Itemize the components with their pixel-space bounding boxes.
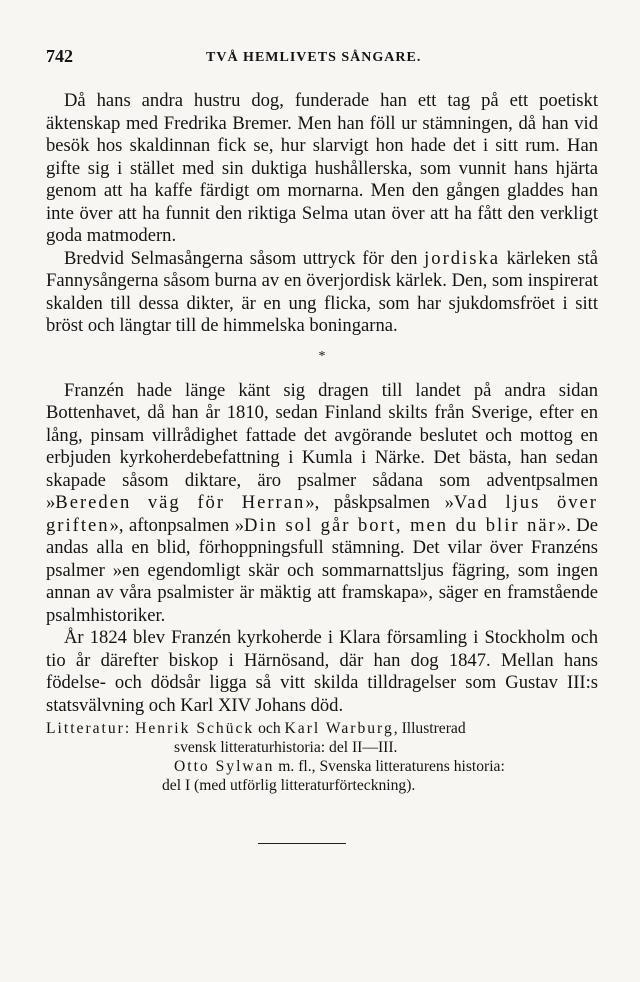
book-page bbox=[46, 46, 598, 844]
literature-label: Litteratur: bbox=[46, 720, 132, 737]
paragraph-4: År 1824 blev Franzén kyrkoherde i Klara församling i Stockholm och tio år därefter biskop i Härnösand, där han dog 1847. Mellan hans födelse- och dödsår ligga så vitt skilda tilldragelser som Gustav III:s statsvälvning och Karl XIV Johans död. bbox=[46, 627, 598, 716]
author-name: Henrik Schück bbox=[135, 720, 255, 737]
page-number: 742 bbox=[46, 46, 73, 66]
literature-references: Litteratur: Henrik Schück och Karl Warburg, Illustrerad svensk litteraturhistoria: del II—III. Otto Sylwan m. fl., Svenska litteraturens historia: del I (med utförlig litteraturförteckning). bbox=[46, 720, 505, 794]
body-text bbox=[46, 90, 598, 844]
hymn-title-1: Bereden väg för Herran bbox=[55, 492, 306, 513]
closing-rule bbox=[258, 843, 346, 844]
emphasized-word: jordiska bbox=[424, 247, 501, 269]
author-name: Otto Sylwan bbox=[174, 758, 275, 775]
paragraph-3: Franzén hade länge känt sig dragen till landet på andra sidan Bottenhavet, då han år 1810, sedan Finland skilts från Sverige, efter en lång, pinsam villrådighet fattade det avgörande beslutet och mottog en erbjuden kyrkoherdebefattning i Kumla i Närke. Det bästa, han sedan skapade såsom diktare, äro psalmer sådana som adventpsalmen »Bereden väg för Herran», påskpsalmen »Vad ljus över griften», aftonpsalmen »Din sol går bort, men du blir när». De andas alla en blid, förhoppningsfull stämning. Det vilar över Franzéns psalmer »en egendomligt skär och sommarnattsljus fägring, som ingen annan av våra psalmister är mäktig att framskapa», säger en framstående psalmhistoriker. bbox=[46, 379, 598, 626]
page-header bbox=[46, 46, 598, 74]
running-head: TVÅ HEMLIVETS SÅNGARE. bbox=[206, 50, 422, 65]
paragraph-1: Då hans andra hustru dog, funderade han ett tag på ett poetiskt äktenskap med Fredrika Bremer. Men han föll ur stämningen, då han vid besök hos skaldinnan fick se, hur slarvigt hon hade det i sitt rum. Han gifte sig i stället med sin duktiga hushållerska, som vunnit hans hjärta genom att ha kaffe färdigt om mornarna. Men den gången gladdes han inte över att ha funnit den riktiga Selma utan över att ha fått den verkligt goda matmodern. bbox=[46, 90, 598, 246]
hymn-title-3: Din sol går bort, men du blir när bbox=[244, 514, 557, 536]
section-divider-asterisk: * bbox=[318, 348, 326, 364]
author-name: Karl Warburg bbox=[284, 720, 394, 737]
hymn-title-2: Vad ljus över griften bbox=[46, 492, 598, 536]
paragraph-2: Bredvid Selmasångerna såsom uttryck för den jordiska kärleken stå Fannysångerna såsom burna av en överjordisk kärlek. Den, som inspirerat skalden till dessa dikter, är en ung flicka, som har sjukdomsfröet i sitt bröst och längtar till de himmelska boningarna. bbox=[46, 247, 598, 336]
